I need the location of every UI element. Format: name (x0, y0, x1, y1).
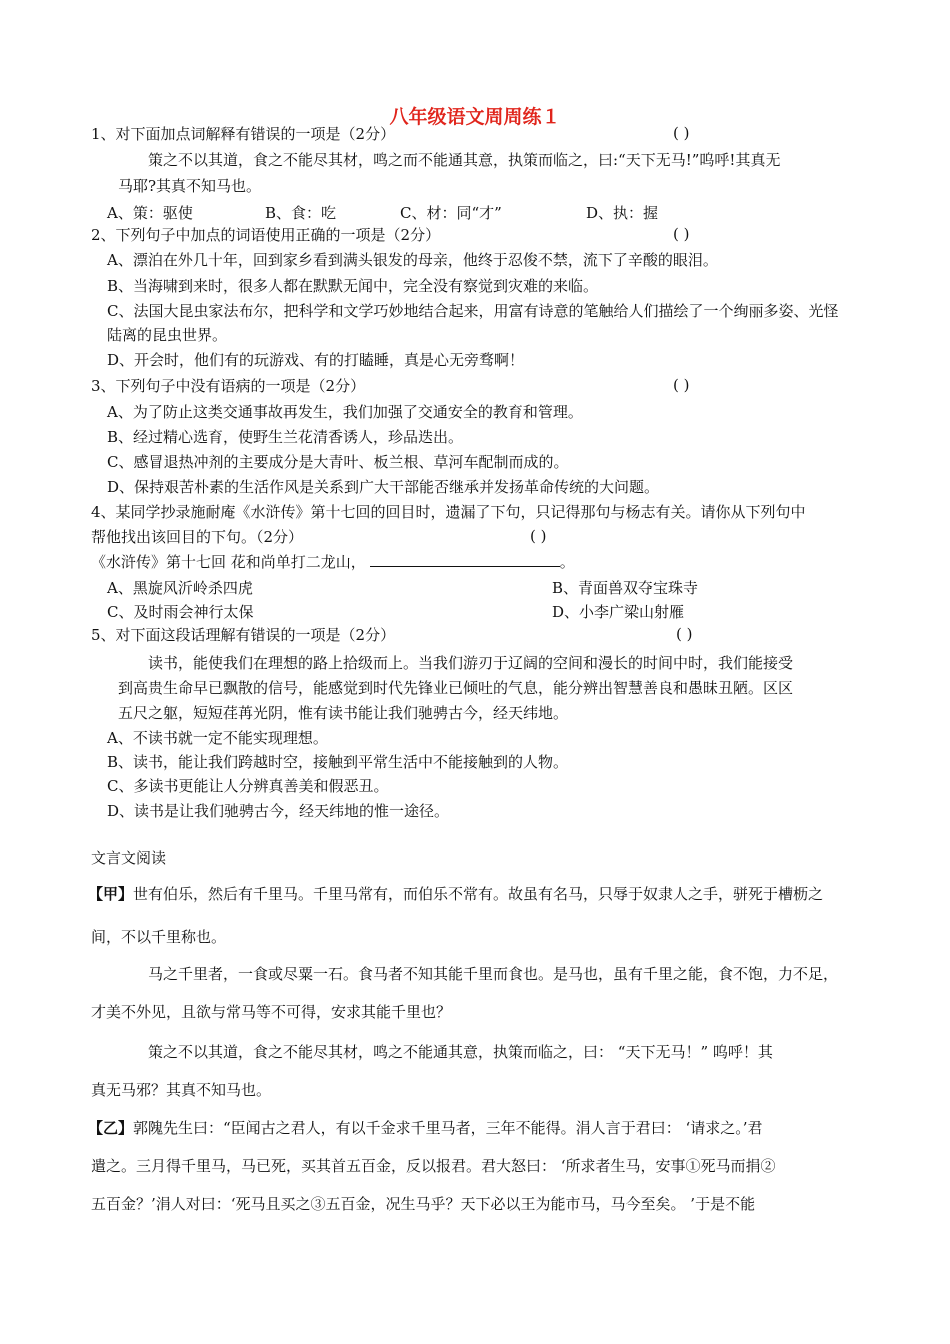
reading-jia-text1: 世有伯乐，然后有千里马。千里马常有，而伯乐不常有。故虽有名马，只辱于奴隶人之手，骈死于槽枥之 (133, 885, 824, 903)
reading-p3-line2: 真无马邪？其真不知马也。 (91, 1081, 272, 1099)
q2-stem: 2、下列句子中加点的词语使用正确的一项是（2分） (91, 226, 441, 244)
q2-option-c-line2: 陆离的昆虫世界。 (107, 326, 228, 344)
reading-yi-line3: 五百金？’涓人对曰：‘死马且买之③五百金，况生马乎？天下必以王为能市马，马今至矣。 ’于是不能 (91, 1195, 756, 1213)
q5-passage-line3: 五尺之躯，短短荏苒光阴，惟有读书能让我们驰骋古今，经天纬地。 (118, 704, 569, 722)
q5-option-d: D、读书是让我们驰骋古今，经天纬地的惟一途径。 (107, 802, 450, 820)
q2-option-c-line1: C、法国大昆虫家法布尔，把科学和文学巧妙地结合起来，用富有诗意的笔触给人们描绘了一个绚丽多姿、光怪 (107, 302, 839, 320)
q2-option-a: A、漂泊在外几十年，回到家乡看到满头银发的母亲，他终于忍俊不禁，流下了辛酸的眼泪。 (107, 251, 718, 269)
q4-stem-line1: 4、某同学抄录施耐庵《水浒传》第十七回的回目时，遗漏了下句，只记得那句与杨志有关。请你从下列句中 (91, 503, 806, 521)
q4-option-c: C、及时雨会神行太保 (107, 603, 254, 621)
q3-option-b: B、经过精心选育，使野生兰花清香诱人，珍品迭出。 (107, 428, 464, 446)
q3-option-c: C、感冒退热冲剂的主要成分是大青叶、板兰根、草河车配制而成的。 (107, 453, 569, 471)
q4-stem-line2: 帮他找出该回目的下句。（2分） (91, 528, 304, 546)
q1-passage-line2: 马耶?其真不知马也。 (118, 177, 262, 195)
q3-answer-paren: ( ) (673, 376, 690, 394)
q5-stem: 5、对下面这段话理解有错误的一项是（2分） (91, 626, 396, 644)
q1-option-b: B、食：吃 (265, 204, 337, 222)
q5-passage-line2: 到高贵生命早已飘散的信号，能感觉到时代先锋业已倾吐的气息，能分辨出智慧善良和愚昧丑陋。区区 (118, 679, 794, 697)
q1-option-a: A、策：驱使 (107, 204, 193, 222)
q5-option-b: B、读书，能让我们跨越时空，接触到平常生活中不能接触到的人物。 (107, 753, 569, 771)
reading-p3-line1: 策之不以其道，食之不能尽其材，鸣之不能通其意，执策而临之，曰： “天下无马！” 呜呼！其 (148, 1043, 773, 1061)
reading-yi-text1: 郭隗先生曰：“臣闻古之君人，有以千金求千里马者，三年不能得。涓人言于君曰： ‘请求之。’君 (133, 1119, 763, 1137)
q1-option-d: D、执：握 (586, 204, 659, 222)
q5-option-a: A、不读书就一定不能实现理想。 (107, 729, 328, 747)
q5-answer-paren: ( ) (676, 625, 693, 643)
q4-chapter-end: 。 (559, 553, 575, 571)
q4-answer-paren: ( ) (530, 527, 547, 545)
q4-chapter-text: 《水浒传》第十七回 花和尚单打二龙山， (91, 553, 366, 571)
q2-option-d: D、开会时，他们有的玩游戏、有的打瞌睡，真是心无旁骛啊！ (107, 351, 525, 369)
q1-answer-paren: ( ) (673, 124, 690, 142)
reading-yi-line1 (88, 1118, 763, 1138)
q5-option-c: C、多读书更能让人分辨真善美和假恶丑。 (107, 777, 389, 795)
reading-jia-line2: 间，不以千里称也。 (91, 928, 227, 946)
reading-jia-label: 【甲】 (88, 885, 134, 903)
reading-p2-line1: 马之千里者，一食或尽粟一石。食马者不知其能千里而食也。是马也，虽有千里之能，食不饱，力不足， (148, 965, 839, 983)
q4-fill-blank[interactable] (370, 552, 560, 567)
q1-option-c: C、材：同“才” (400, 204, 502, 222)
reading-yi-line2: 遣之。三月得千里马，马已死，买其首五百金，反以报君。君大怒曰： ‘所求者生马，安事①死马而捐② (91, 1157, 776, 1175)
reading-heading: 文言文阅读 (91, 849, 167, 867)
q1-stem: 1、对下面加点词解释有错误的一项是（2分） (91, 125, 396, 143)
reading-yi-label: 【乙】 (88, 1119, 134, 1137)
q4-option-d: D、小李广梁山射雁 (552, 603, 685, 621)
q3-option-a: A、为了防止这类交通事故再发生，我们加强了交通安全的教育和管理。 (107, 403, 583, 421)
q3-option-d: D、保持艰苦朴素的生活作风是关系到广大干部能否继承并发扬革命传统的大问题。 (107, 478, 660, 496)
q1-passage-line1: 策之不以其道，食之不能尽其材，鸣之而不能通其意，执策而临之，曰:“天下无马!”呜呼!其真无 (148, 151, 781, 169)
q4-option-a: A、黑旋风沂岭杀四虎 (107, 579, 253, 597)
q5-passage-line1: 读书，能使我们在理想的路上拾级而上。当我们游刃于辽阔的空间和漫长的时间中时，我们能接受 (148, 654, 794, 672)
reading-jia-line1 (88, 884, 823, 904)
q4-option-b: B、青面兽双夺宝珠寺 (552, 579, 699, 597)
q4-chapter-line (91, 552, 575, 572)
q2-answer-paren: ( ) (673, 225, 690, 243)
reading-p2-line2: 才美不外见，且欲与常马等不可得，安求其能千里也？ (91, 1003, 452, 1021)
q3-stem: 3、下列句子中没有语病的一项是（2分） (91, 377, 366, 395)
q2-option-b: B、当海啸到来时，很多人都在默默无闻中，完全没有察觉到灾难的来临。 (107, 277, 599, 295)
page-title: 八年级语文周周练１ (389, 106, 561, 128)
